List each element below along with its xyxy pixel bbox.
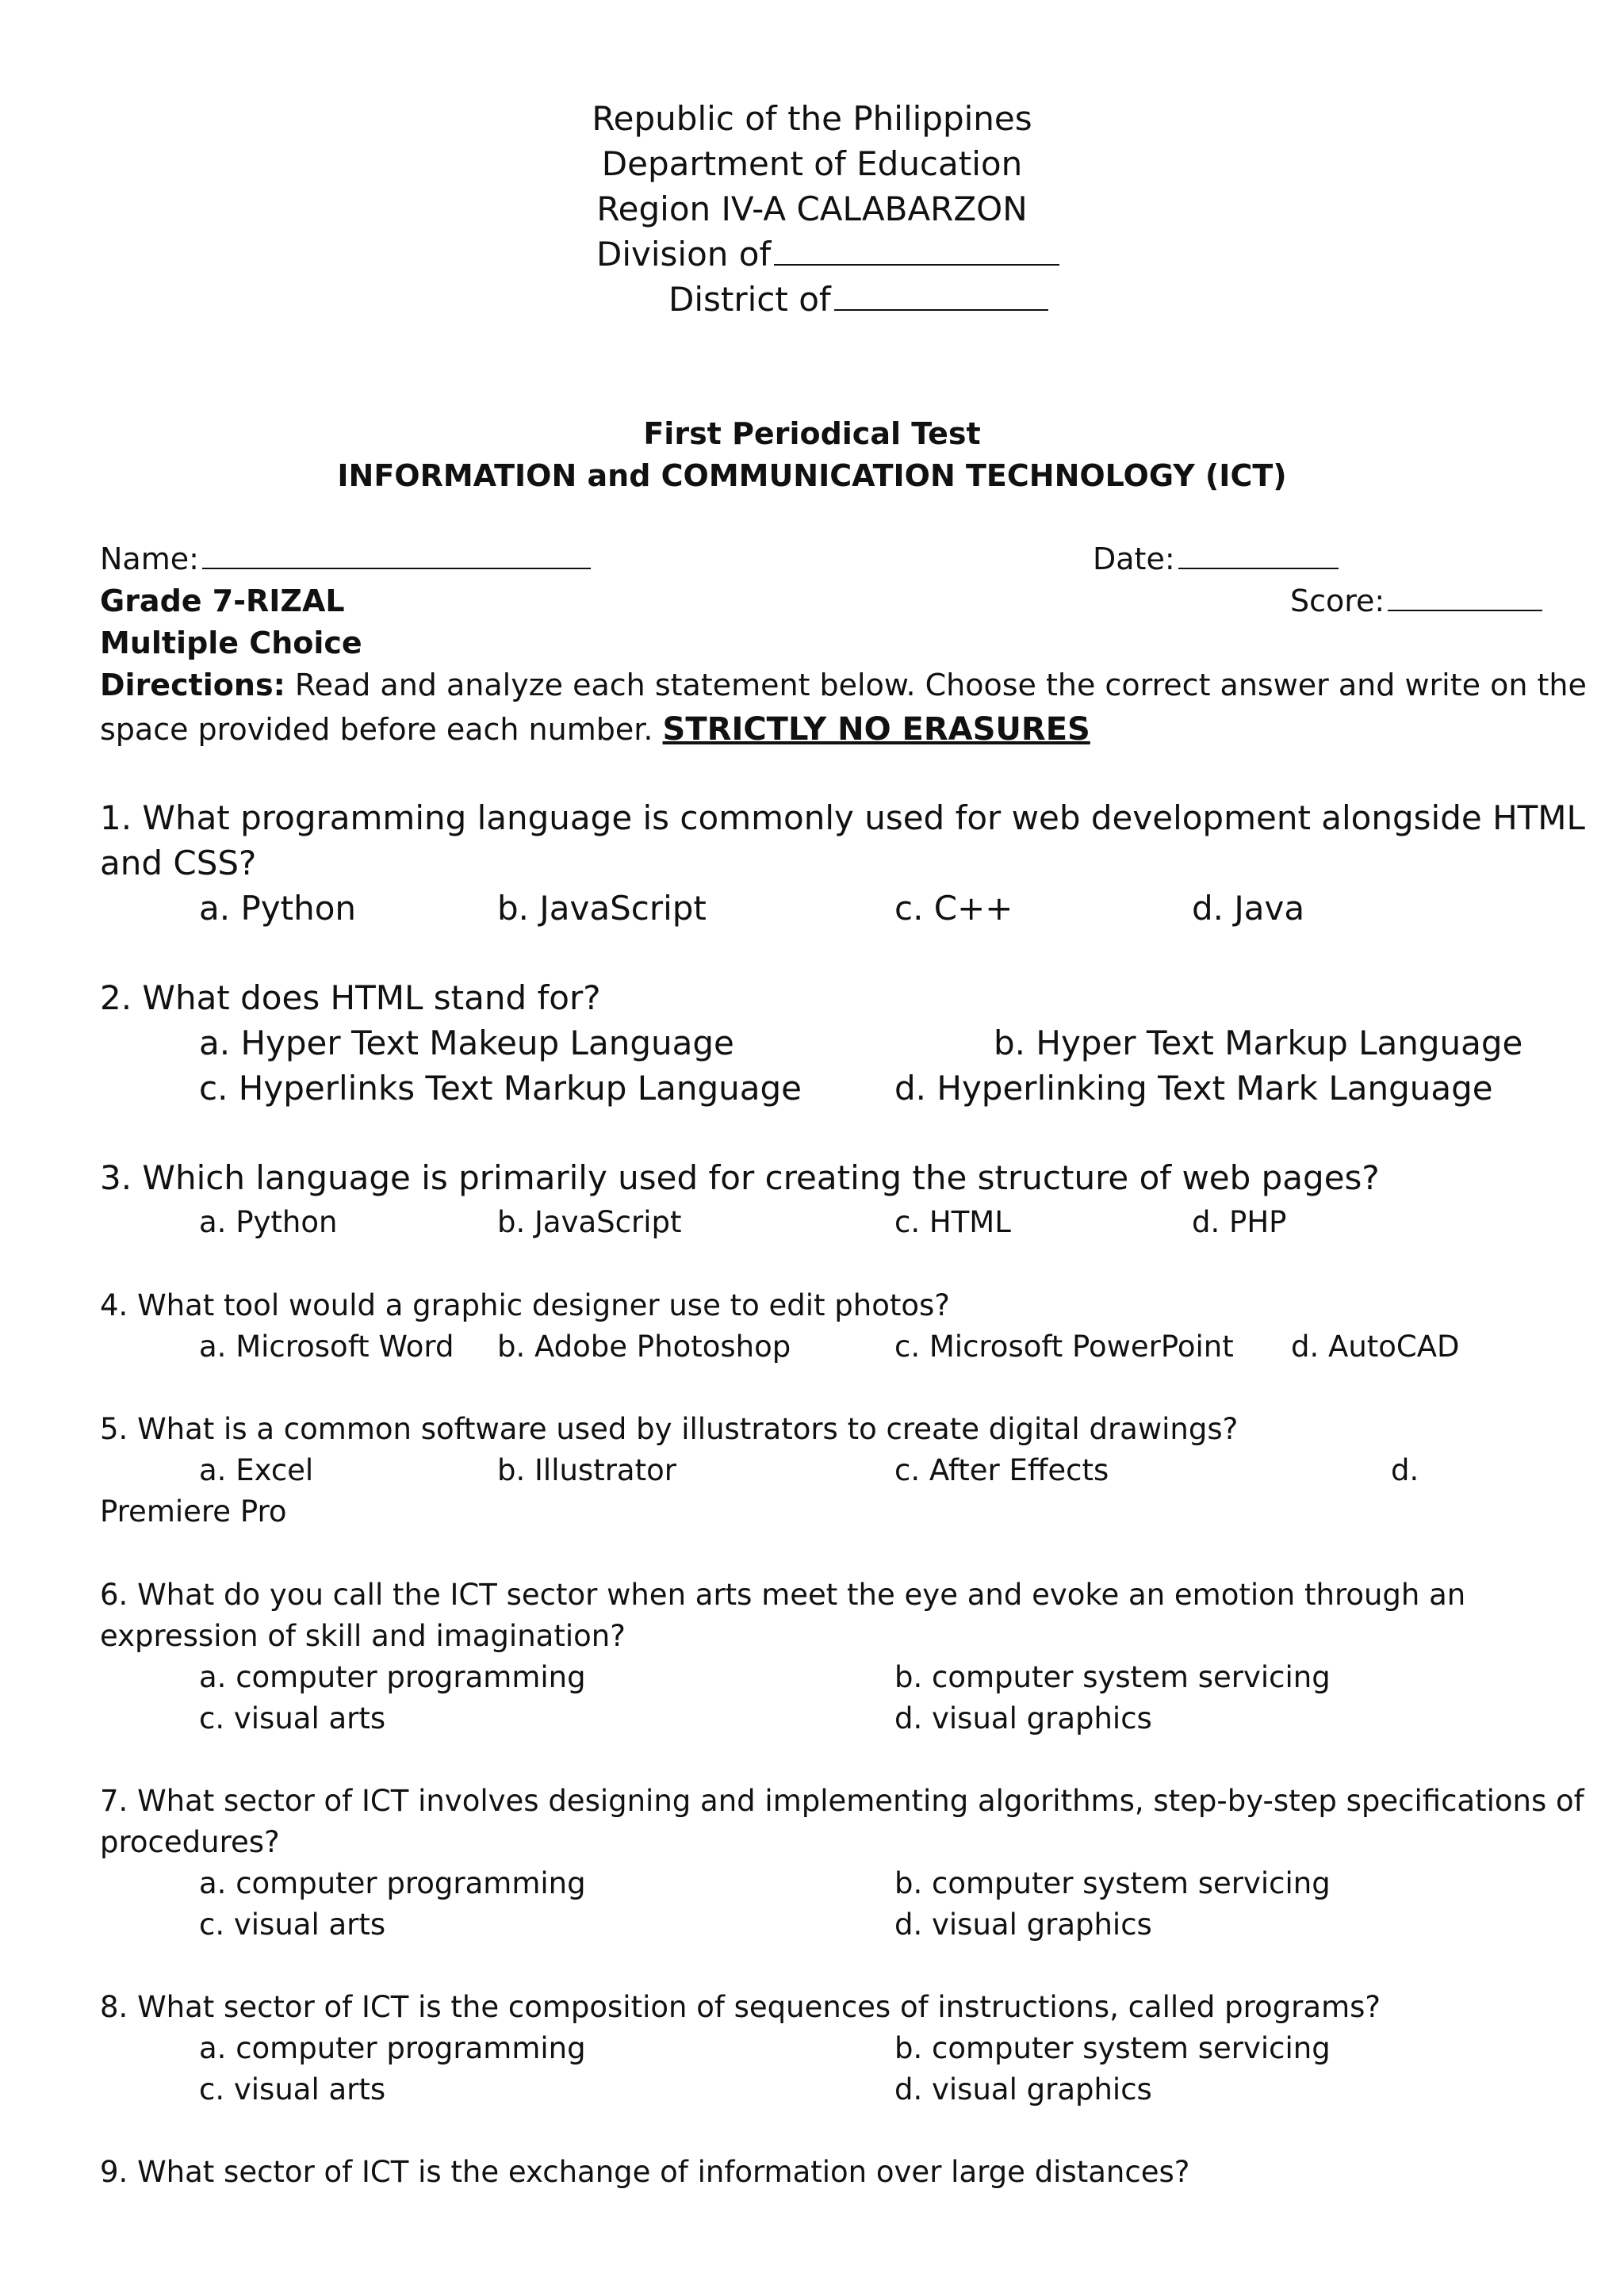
question-7-line1: 7. What sector of ICT involves designing and implementing algorithms, step-by-step specifications of (100, 1784, 1584, 1818)
question-5-choice-a: a. Excel (199, 1453, 314, 1487)
header-district (668, 280, 1048, 319)
question-4-line1: 4. What tool would a graphic designer use to edit photos? (100, 1288, 950, 1322)
question-8-choice-b: b. computer system servicing (894, 2031, 1331, 2065)
header-republic: Republic of the Philippines (592, 99, 1032, 138)
question-5-choice-d-text: Premiere Pro (100, 1494, 287, 1529)
district-label: District of (668, 280, 831, 319)
directions-text1: Read and analyze each statement below. Choose the correct answer and write on the (294, 668, 1587, 702)
name-label: Name: (100, 541, 199, 576)
question-3-choice-c: c. HTML (894, 1205, 1011, 1239)
division-blank[interactable] (774, 262, 1059, 266)
score-blank[interactable] (1388, 608, 1542, 611)
question-2-choice-b: b. Hyper Text Markup Language (994, 1024, 1523, 1062)
question-7-choice-d: d. visual graphics (894, 1908, 1152, 1942)
question-2-choice-c: c. Hyperlinks Text Markup Language (199, 1069, 802, 1108)
name-blank[interactable] (202, 566, 591, 569)
question-8-choice-d: d. visual graphics (894, 2072, 1152, 2107)
question-4-choice-c: c. Microsoft PowerPoint (894, 1330, 1234, 1364)
question-6-line2: expression of skill and imagination? (100, 1619, 626, 1653)
directions-text2: space provided before each number. (100, 712, 653, 747)
question-4-choice-a: a. Microsoft Word (199, 1330, 454, 1364)
date-blank[interactable] (1178, 566, 1339, 569)
name-field (100, 541, 591, 576)
question-1-choice-c: c. C++ (894, 889, 1013, 928)
question-1-choice-d: d. Java (1192, 889, 1305, 928)
question-7-choice-a: a. computer programming (199, 1866, 586, 1900)
header-division (596, 235, 1059, 274)
question-8-choice-c: c. visual arts (199, 2072, 386, 2107)
section-label: Multiple Choice (100, 626, 362, 660)
question-3-choice-a: a. Python (199, 1205, 338, 1239)
question-3-line1: 3. Which language is primarily used for creating the structure of web pages? (100, 1158, 1380, 1197)
question-7-choice-b: b. computer system servicing (894, 1866, 1331, 1900)
question-6-choice-b: b. computer system servicing (894, 1660, 1331, 1694)
question-8-line1: 8. What sector of ICT is the composition of sequences of instructions, called programs? (100, 1990, 1381, 2024)
header-department: Department of Education (601, 144, 1023, 183)
question-8-choice-a: a. computer programming (199, 2031, 586, 2065)
question-9-line1: 9. What sector of ICT is the exchange of information over large distances? (100, 2155, 1190, 2189)
question-4-choice-d: d. AutoCAD (1291, 1330, 1460, 1364)
question-7-line2: procedures? (100, 1825, 280, 1859)
directions-line2 (100, 711, 1090, 748)
division-label: Division of (596, 235, 772, 274)
date-field (1093, 541, 1339, 576)
question-5-choice-b: b. Illustrator (497, 1453, 676, 1487)
test-title: First Periodical Test (643, 416, 981, 451)
question-6-choice-a: a. computer programming (199, 1660, 586, 1694)
question-5-choice-d: d. (1391, 1453, 1419, 1487)
question-6-choice-c: c. visual arts (199, 1701, 386, 1735)
question-2-choice-a: a. Hyper Text Makeup Language (199, 1024, 734, 1062)
directions-emphasis: STRICTLY NO ERASURES (662, 711, 1090, 748)
question-3-choice-d: d. PHP (1192, 1205, 1287, 1239)
score-field (1290, 584, 1542, 618)
question-5-choice-c: c. After Effects (894, 1453, 1109, 1487)
grade-label: Grade 7-RIZAL (100, 584, 345, 618)
question-6-line1: 6. What do you call the ICT sector when arts meet the eye and evoke an emotion through an (100, 1578, 1466, 1612)
date-label: Date: (1093, 541, 1175, 576)
question-3-choice-b: b. JavaScript (497, 1205, 682, 1239)
question-2-choice-d: d. Hyperlinking Text Mark Language (894, 1069, 1493, 1108)
district-blank[interactable] (834, 308, 1048, 311)
directions-line1 (100, 668, 1587, 702)
question-1-line2: and CSS? (100, 844, 257, 882)
question-4-choice-b: b. Adobe Photoshop (497, 1330, 791, 1364)
question-1-choice-a: a. Python (199, 889, 357, 928)
question-1-choice-b: b. JavaScript (497, 889, 707, 928)
directions-label: Directions: (100, 668, 285, 702)
score-label: Score: (1290, 584, 1385, 618)
question-6-choice-d: d. visual graphics (894, 1701, 1152, 1735)
question-1-line1: 1. What programming language is commonly used for web development alongside HTML (100, 798, 1585, 837)
test-subject: INFORMATION and COMMUNICATION TECHNOLOGY (ICT) (337, 458, 1287, 493)
question-7-choice-c: c. visual arts (199, 1908, 386, 1942)
question-2-line1: 2. What does HTML stand for? (100, 978, 601, 1017)
question-5-line1: 5. What is a common software used by illustrators to create digital drawings? (100, 1412, 1239, 1446)
header-region: Region IV-A CALABARZON (596, 189, 1028, 228)
